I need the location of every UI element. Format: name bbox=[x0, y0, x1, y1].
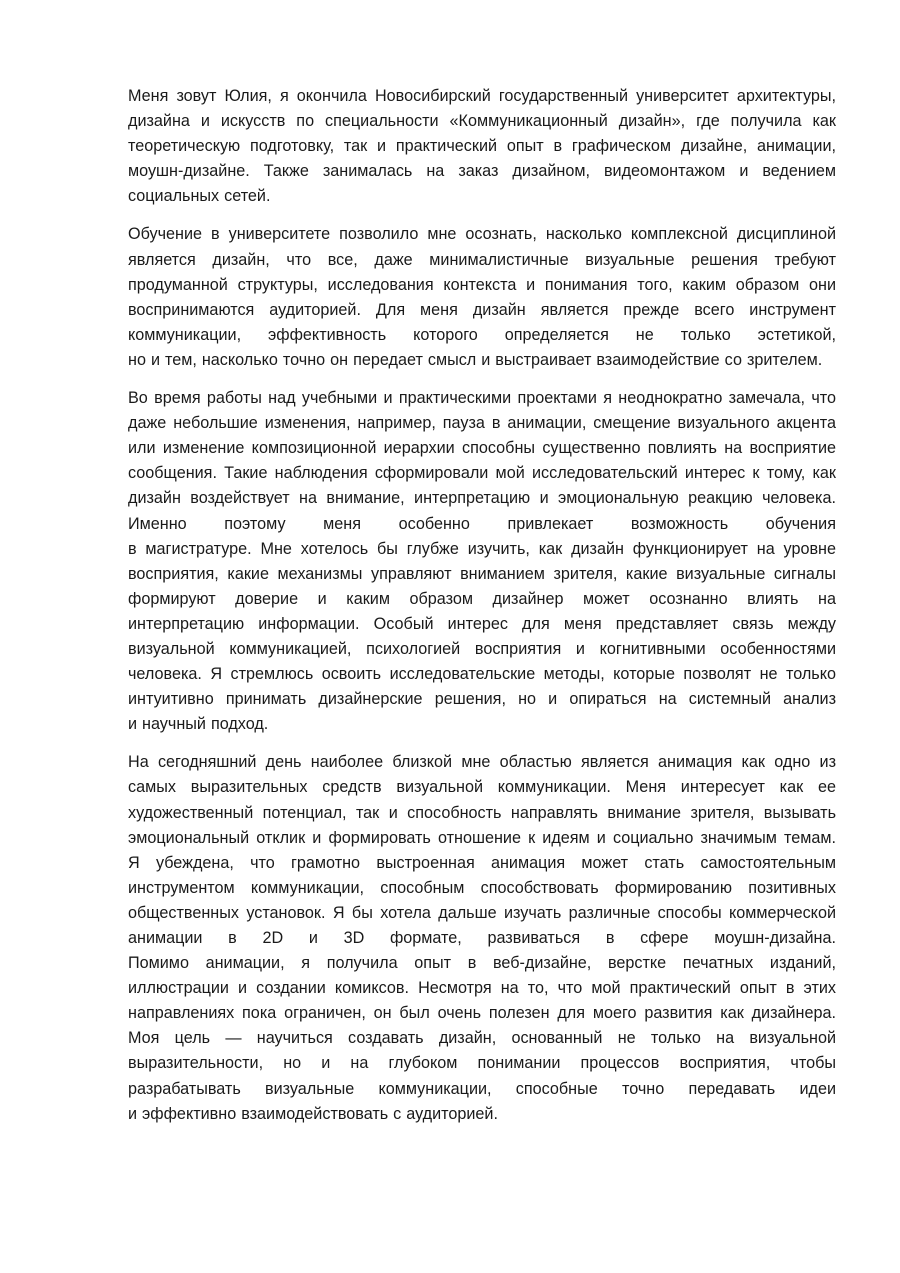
text-line: интерпретацию информации. Особый интерес для меня представляет связь между bbox=[128, 614, 836, 633]
text-line: человека. Я стремлюсь освоить исследовательские методы, которые позволят не только bbox=[128, 665, 836, 684]
text-line: художественный потенциал, так и способность направлять внимание зрителя, вызывать bbox=[128, 803, 836, 822]
text-line: На сегодняшний день наиболее близкой мне областью является анимация как одно из bbox=[128, 753, 836, 772]
text-line: Во время работы над учебными и практическими проектами я неоднократно замечала, что bbox=[128, 389, 836, 408]
text-line: или изменение композиционной иерархии способны существенно повлиять на восприятие bbox=[128, 439, 836, 458]
text-line: но и тем, насколько точно он передает смысл и выстраивает взаимодействие со зрителем. bbox=[128, 350, 823, 369]
text-line: и эффективно взаимодействовать с аудиторией. bbox=[128, 1104, 498, 1123]
text-line: направлениях пока ограничен, он был очень полезен для моего развития как дизайнера. bbox=[128, 1004, 836, 1023]
paragraph-3 bbox=[128, 386, 836, 737]
text-line: теоретическую подготовку, так и практический опыт в графическом дизайне, анимации, bbox=[128, 137, 836, 156]
text-line: иллюстрации и создании комиксов. Несмотря на то, что мой практический опыт в этих bbox=[128, 979, 836, 998]
text-line: восприятия, какие механизмы управляют вниманием зрителя, какие визуальные сигналы bbox=[128, 564, 836, 583]
text-line: эмоциональный отклик и формировать отношение к идеям и социально значимым темам. bbox=[128, 828, 836, 847]
text-line: выразительности, но и на глубоком понимании процессов восприятия, чтобы bbox=[128, 1054, 836, 1073]
text-line: анимации в 2D и 3D формате, развиваться в сфере моушн-дизайна. bbox=[128, 929, 836, 947]
text-line: дизайн воздействует на внимание, интерпретацию и эмоциональную реакцию человека. bbox=[128, 489, 836, 508]
text-line: воспринимаются аудиторией. Для меня дизайн является прежде всего инструмент bbox=[128, 300, 836, 319]
paragraph-1 bbox=[128, 84, 836, 209]
text-line: самых выразительных средств визуальной коммуникации. Меня интересует как ее bbox=[128, 778, 836, 797]
document-body bbox=[128, 84, 836, 1140]
text-line: в магистратуре. Мне хотелось бы глубже изучить, как дизайн функционирует на уровне bbox=[128, 539, 836, 558]
text-line: социальных сетей. bbox=[128, 187, 271, 206]
text-line: Помимо анимации, я получила опыт в веб-дизайне, верстке печатных изданий, bbox=[128, 954, 836, 973]
text-line: моушн-дизайне. Также занималась на заказ дизайном, видеомонтажом и ведением bbox=[128, 162, 836, 181]
text-line: дизайна и искусств по специальности «Коммуникационный дизайн», где получила как bbox=[128, 112, 836, 131]
text-line: разрабатывать визуальные коммуникации, способные точно передавать идеи bbox=[128, 1079, 836, 1098]
text-line: даже небольшие изменения, например, пауза в анимации, смещение визуального акцента bbox=[128, 414, 836, 433]
paragraph-4 bbox=[128, 750, 836, 1126]
text-line: и научный подход. bbox=[128, 715, 269, 734]
text-line: общественных установок. Я бы хотела дальше изучать различные способы коммерческой bbox=[128, 903, 836, 922]
text-line: инструментом коммуникации, способным способствовать формированию позитивных bbox=[128, 878, 836, 897]
text-line: Я убеждена, что грамотно выстроенная анимация может стать самостоятельным bbox=[128, 853, 836, 872]
paragraph-2 bbox=[128, 222, 836, 373]
text-line: коммуникации, эффективность которого определяется не только эстетикой, bbox=[128, 325, 836, 344]
text-line: является дизайн, что все, даже минималистичные визуальные решения требуют bbox=[128, 250, 836, 269]
text-line: Меня зовут Юлия, я окончила Новосибирский государственный университет архитектуры, bbox=[128, 87, 836, 105]
text-line: Обучение в университете позволило мне осознать, насколько комплексной дисциплиной bbox=[128, 225, 836, 244]
text-line: продуманной структуры, исследования контекста и понимания того, каким образом они bbox=[128, 275, 836, 294]
text-line: интуитивно принимать дизайнерские решения, но и опираться на системный анализ bbox=[128, 690, 836, 709]
text-line: формируют доверие и каким образом дизайнер может осознанно влиять на bbox=[128, 589, 836, 608]
text-line: сообщения. Такие наблюдения сформировали мой исследовательский интерес к тому, как bbox=[128, 464, 836, 483]
text-line: Моя цель — научиться создавать дизайн, основанный не только на визуальной bbox=[128, 1029, 836, 1048]
text-line: визуальной коммуникацией, психологией восприятия и когнитивными особенностями bbox=[128, 639, 836, 658]
text-line: Именно поэтому меня особенно привлекает возможность обучения bbox=[128, 514, 836, 533]
